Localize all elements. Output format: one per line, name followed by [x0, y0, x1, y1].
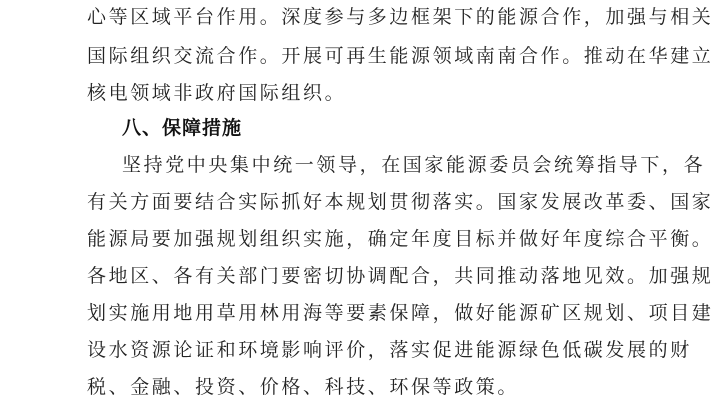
- paragraph-line: 设水资源论证和环境影响评价，落实促进能源绿色低碳发展的财: [87, 339, 692, 361]
- paragraph-line: 各地区、各有关部门要密切协调配合，共同推动落地见效。加强规: [87, 265, 713, 287]
- paragraph-line: 有关方面要结合实际抓好本规划贯彻落实。国家发展改革委、国家: [87, 191, 713, 213]
- paragraph-line: 坚持党中央集中统一领导，在国家能源委员会统筹指导下，各: [122, 154, 706, 176]
- paragraph-line: 国际组织交流合作。开展可再生能源领域南南合作。推动在华建立: [87, 45, 713, 67]
- section-heading: 八、保障措施: [122, 117, 243, 139]
- paragraph-line: 心等区域平台作用。深度参与多边框架下的能源合作，加强与相关: [87, 6, 713, 28]
- paragraph-line: 税、金融、投资、价格、科技、环保等政策。: [87, 376, 520, 398]
- paragraph-line: 划实施用地用草用林用海等要素保障，做好能源矿区规划、项目建: [87, 302, 713, 324]
- paragraph-line: 核电领域非政府国际组织。: [87, 82, 347, 104]
- paragraph-line: 能源局要加强规划组织实施，确定年度目标并做好年度综合平衡。: [87, 228, 713, 250]
